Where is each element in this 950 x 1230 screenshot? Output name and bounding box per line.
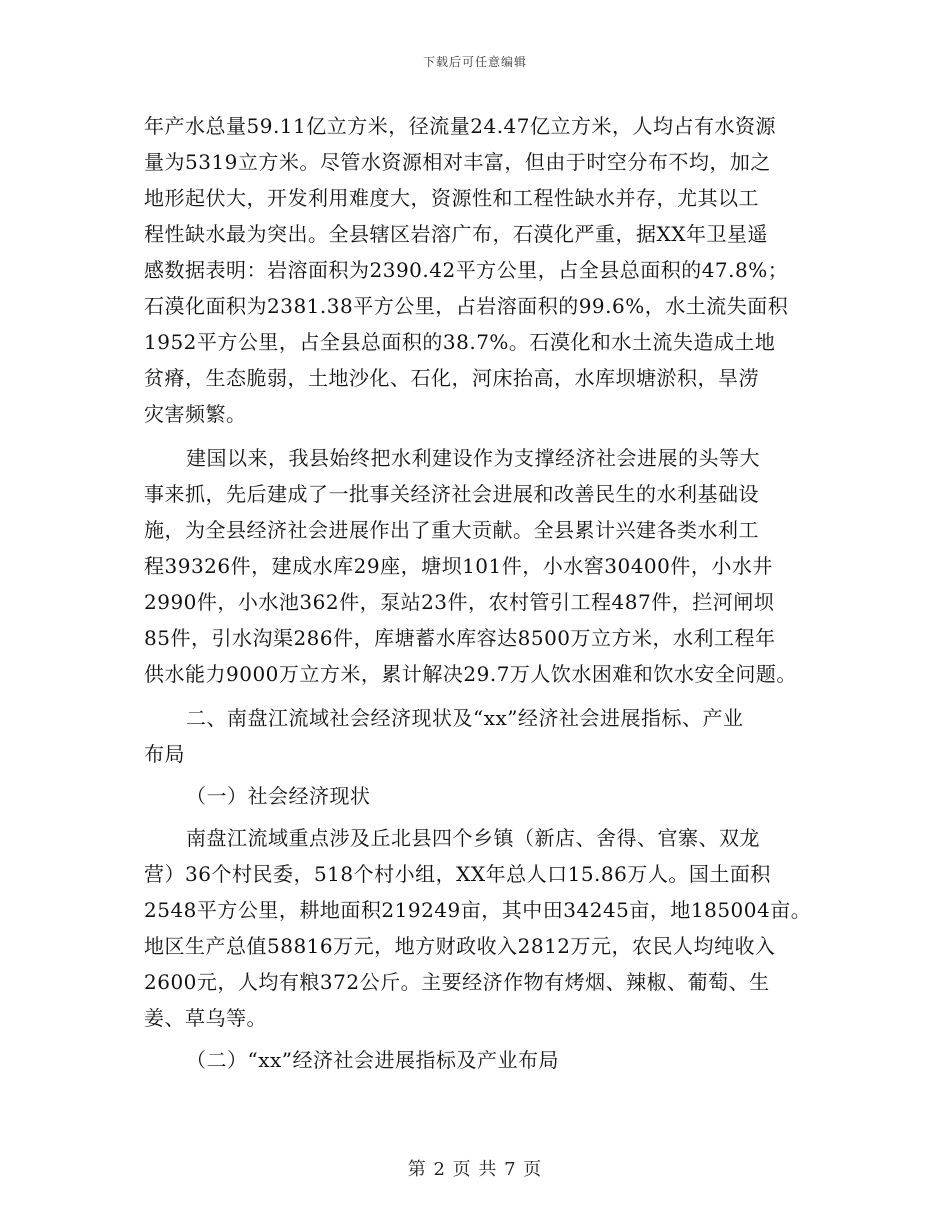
text-line: 年产水总量59.11亿立方米，径流量24.47亿立方米，人均占有水资源 [144, 114, 777, 138]
text-line: 程性缺水最为突出。全县辖区岩溶广布，石漠化严重，据XX年卫星遥 [144, 222, 768, 246]
text-line: 2600元，人均有粮372公斤。主要经济作物有烤烟、辣椒、葡萄、生 [144, 970, 770, 994]
text-line: 石漠化面积为2381.38平方公里，占岩溶面积的99.6%，水土流失面积 [144, 294, 789, 318]
text-line: 量为5319立方米。尽管水资源相对丰富，但由于时空分布不均，加之 [144, 150, 771, 174]
text-line: 1952平方公里，占全县总面积的38.7%。石漠化和水土流失造成土地 [144, 330, 776, 354]
text-line: 程39326件，建成水库29座，塘坝101件，小水窖30400件，小水井 [144, 554, 773, 578]
paragraph-first-line: 建国以来，我县始终把水利建设作为支撑经济社会进展的头等大 [186, 446, 760, 470]
text-line: 感数据表明：岩溶面积为2390.42平方公里，占全县总面积的47.8%； [144, 258, 789, 282]
text-line: 姜、草乌等。 [144, 1006, 267, 1030]
text-line: 2548平方公里，耕地面积219249亩，其中田34245亩，地185004亩。 [144, 898, 812, 922]
paragraph-first-line: 南盘江流域重点涉及丘北县四个乡镇（新店、舍得、官寨、双龙 [186, 826, 760, 850]
section-heading: 二、南盘江流域社会经济现状及“xx”经济社会进展指标、产业 [186, 706, 744, 730]
subsection-heading: （二）“xx”经济社会进展指标及产业布局 [186, 1048, 560, 1072]
section-heading-continued: 布局 [144, 742, 185, 766]
text-line: 地区生产总值58816万元，地方财政收入2812万元，农民人均纯收入 [144, 934, 776, 958]
text-line: 事来抓，先后建成了一批事关经济社会进展和改善民生的水利基础设 [144, 482, 759, 506]
subsection-heading: （一）社会经济现状 [186, 784, 371, 808]
text-line: 2990件，小水池362件，泵站23件，农村管引工程487件，拦河闸坝 [144, 590, 775, 614]
text-line: 贫瘠，生态脆弱，土地沙化、石化，河床抬高，水库坝塘淤积，旱涝 [144, 366, 759, 390]
text-line: 营）36个村民委，518个村小组，XX年总人口15.86万人。国土面积 [144, 862, 771, 886]
text-line: 85件，引水沟渠286件，库塘蓄水库容达8500万立方米，水利工程年 [144, 626, 776, 650]
text-line: 施，为全县经济社会进展作出了重大贡献。全县累计兴建各类水利工 [144, 518, 759, 542]
text-line: 灾害频繁。 [144, 402, 247, 426]
page-number: 第 2 页 共 7 页 [407, 1159, 543, 1180]
page-header: 下载后可任意编辑 [422, 55, 527, 69]
text-line: 供水能力9000万立方米，累计解决29.7万人饮水困难和饮水安全问题。 [144, 662, 797, 686]
text-line: 地形起伏大，开发利用难度大，资源性和工程性缺水并存，尤其以工 [144, 186, 759, 210]
